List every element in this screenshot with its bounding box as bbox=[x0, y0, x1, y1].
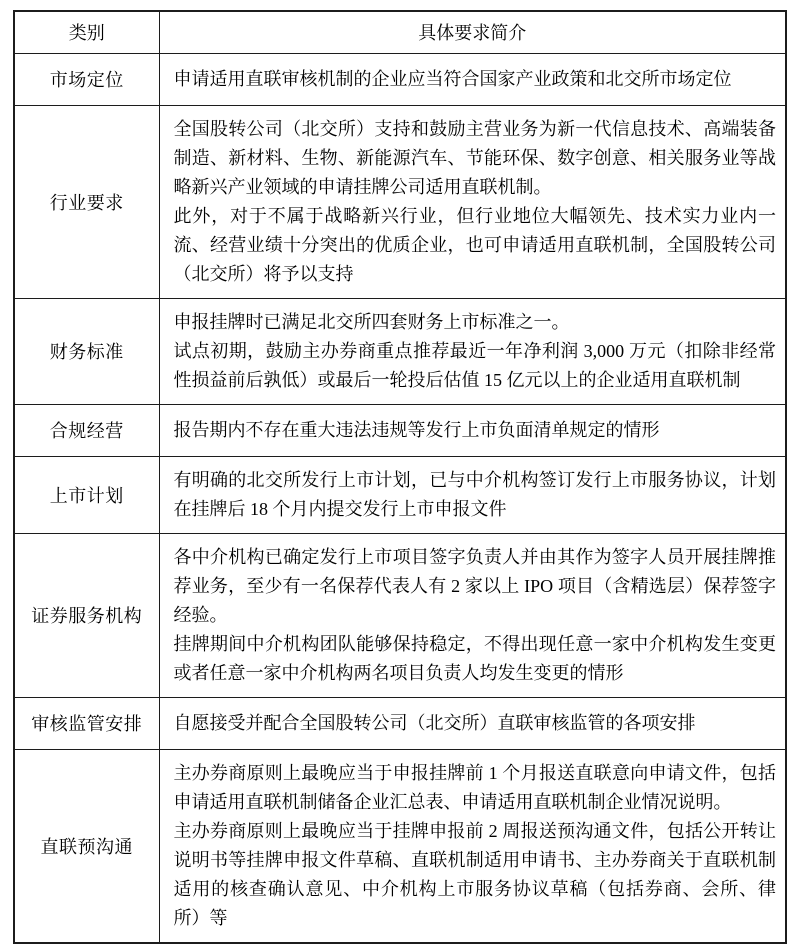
description-cell bbox=[159, 533, 786, 697]
description-paragraph: 此外，对于不属于战略新兴行业，但行业地位大幅领先、技术实力业内一流、经营业绩十分突出的优质企业，也可申请适用直联机制，全国股转公司（北交所）将予以支持 bbox=[173, 205, 776, 284]
description-paragraph: 申报挂牌时已满足北交所四套财务上市标准之一。 bbox=[173, 311, 570, 332]
category-cell: 证券服务机构 bbox=[14, 533, 159, 697]
category-cell: 上市计划 bbox=[14, 456, 159, 533]
description-paragraph: 有明确的北交所发行上市计划，已与中介机构签订发行上市服务协议，计划在挂牌后 18 个月内提交发行上市申报文件 bbox=[173, 469, 776, 519]
category-cell: 合规经营 bbox=[14, 404, 159, 456]
description-cell bbox=[159, 53, 786, 105]
description-paragraph: 全国股转公司（北交所）支持和鼓励主营业务为新一代信息技术、高端装备制造、新材料、生物、新能源汽车、节能环保、数字创意、相关服务业等战略新兴产业领域的申请挂牌公司适用直联机制。 bbox=[173, 118, 776, 197]
table-row bbox=[14, 298, 786, 404]
description-paragraph: 各中介机构已确定发行上市项目签字负责人并由其作为签字人员开展挂牌推荐业务，至少有一名保荐代表人有 2 家以上 IPO 项目（含精选层）保荐签字经验。 bbox=[173, 546, 776, 625]
table-row bbox=[14, 456, 786, 533]
table-header bbox=[14, 11, 786, 53]
table-row bbox=[14, 53, 786, 105]
description-paragraph: 主办券商原则上最晚应当于申报挂牌前 1 个月报送直联意向申请文件，包括申请适用直联机制储备企业汇总表、申请适用直联机制企业情况说明。 bbox=[173, 762, 776, 812]
category-cell: 行业要求 bbox=[14, 105, 159, 298]
table-row bbox=[14, 697, 786, 749]
table-body bbox=[14, 53, 786, 943]
description-paragraph: 申请适用直联审核机制的企业应当符合国家产业政策和北交所市场定位 bbox=[173, 68, 732, 89]
table-row bbox=[14, 749, 786, 943]
category-cell: 市场定位 bbox=[14, 53, 159, 105]
description-paragraph: 自愿接受并配合全国股转公司（北交所）直联审核监管的各项安排 bbox=[173, 712, 696, 733]
category-cell: 直联预沟通 bbox=[14, 749, 159, 943]
description-cell bbox=[159, 456, 786, 533]
column-header-category: 类别 bbox=[14, 11, 159, 53]
description-paragraph: 试点初期，鼓励主办券商重点推荐最近一年净利润 3,000 万元（扣除非经常性损益前后孰低）或最后一轮投后估值 15 亿元以上的企业适用直联机制 bbox=[173, 340, 776, 390]
category-cell: 财务标准 bbox=[14, 298, 159, 404]
description-cell bbox=[159, 298, 786, 404]
table-row bbox=[14, 533, 786, 697]
description-paragraph: 报告期内不存在重大违法违规等发行上市负面清单规定的情形 bbox=[173, 419, 660, 440]
description-paragraph: 主办券商原则上最晚应当于挂牌申报前 2 周报送预沟通文件，包括公开转让说明书等挂牌申报文件草稿、直联机制适用申请书、主办券商关于直联机制适用的核查确认意见、中介机构上市服务协议草稿（包括券商、会所、律所）等 bbox=[173, 820, 776, 928]
description-cell bbox=[159, 749, 786, 943]
description-cell bbox=[159, 697, 786, 749]
header-row bbox=[14, 11, 786, 53]
requirements-table bbox=[13, 10, 787, 944]
description-cell bbox=[159, 105, 786, 298]
description-cell bbox=[159, 404, 786, 456]
table-row bbox=[14, 404, 786, 456]
category-cell: 审核监管安排 bbox=[14, 697, 159, 749]
description-paragraph: 挂牌期间中介机构团队能够保持稳定，不得出现任意一家中介机构发生变更或者任意一家中介机构两名项目负责人均发生变更的情形 bbox=[173, 633, 776, 683]
column-header-requirements: 具体要求简介 bbox=[159, 11, 786, 53]
table-row bbox=[14, 105, 786, 298]
